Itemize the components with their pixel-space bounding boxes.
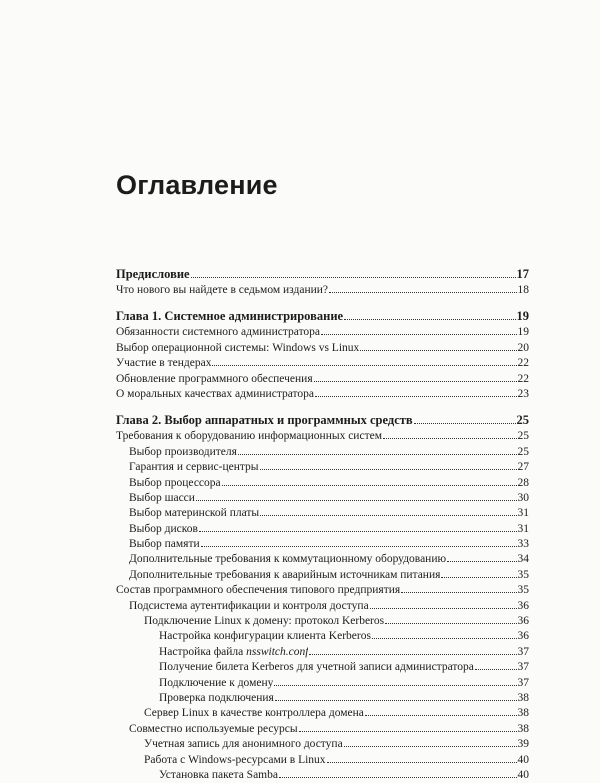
dot-leader <box>344 745 517 747</box>
dot-leader <box>329 291 516 293</box>
dot-leader <box>365 714 517 716</box>
toc-entry-page: 35 <box>517 584 529 597</box>
toc-entry <box>116 372 529 387</box>
toc-entry-title: Выбор процессора <box>129 476 221 489</box>
toc-entry-page: 38 <box>517 707 529 720</box>
dot-leader <box>260 468 517 470</box>
toc-entry <box>116 706 529 721</box>
toc-entry <box>116 753 529 768</box>
toc-entry-title: Глава 1. Системное администрирование <box>116 309 344 324</box>
toc-entry-page: 25 <box>516 413 529 428</box>
toc-entry-page: 31 <box>517 522 529 535</box>
toc-entry-page: 38 <box>517 722 529 735</box>
toc-entry-title: Обновление программного обеспечения <box>116 372 313 385</box>
dot-leader <box>321 333 516 335</box>
dot-leader <box>274 684 516 686</box>
toc-entry-page: 36 <box>517 630 529 643</box>
dot-leader <box>360 349 516 351</box>
toc-entry-title: Участие в тендерах <box>116 357 212 370</box>
toc-entry-page: 37 <box>517 676 529 689</box>
dot-leader <box>238 453 517 455</box>
dot-leader <box>299 730 517 732</box>
toc-entry <box>116 691 529 706</box>
dot-leader <box>275 699 517 701</box>
page-title: Оглавление <box>116 170 278 200</box>
toc-entry-page: 30 <box>517 491 529 504</box>
toc-entry-title: Выбор шасси <box>129 491 195 504</box>
toc-entry-title: Обязанности системного администратора <box>116 326 321 339</box>
toc-entry <box>116 645 529 660</box>
toc-entry-title: Совместно используемые ресурсы <box>129 722 298 735</box>
toc-entry-page: 38 <box>517 691 529 704</box>
toc-entry-page: 27 <box>517 461 529 474</box>
dot-leader <box>327 761 517 763</box>
dot-leader <box>344 318 515 320</box>
dot-leader <box>372 637 517 639</box>
dot-leader <box>222 484 517 486</box>
toc-chapter <box>116 412 529 429</box>
toc-entry-page: 37 <box>517 645 529 658</box>
toc-entry-title: Требования к оборудованию информационных систем <box>116 430 382 443</box>
dot-leader <box>315 395 516 397</box>
dot-leader <box>260 514 516 516</box>
toc-entry-title: Глава 2. Выбор аппаратных и программных средств <box>116 413 413 428</box>
toc-entry-page: 19 <box>516 309 529 324</box>
toc-entry <box>116 537 529 552</box>
toc-entry-page: 18 <box>517 284 529 296</box>
toc-entry <box>116 568 529 583</box>
dot-leader <box>212 364 516 366</box>
toc-entry-title: Настройка файла nsswitch.conf <box>159 645 309 658</box>
toc-entry-title: Настройка конфигурации клиента Kerberos <box>159 630 371 643</box>
toc-entry <box>116 460 529 475</box>
dot-leader <box>383 437 517 439</box>
toc-entry <box>116 491 529 506</box>
toc-entry-page: 40 <box>517 768 529 781</box>
dot-leader <box>447 560 516 562</box>
toc-entry-page: 22 <box>517 372 529 385</box>
toc-entry-title: Получение билета Kerberos для учетной записи администратора <box>159 661 474 674</box>
dot-leader <box>441 576 516 578</box>
toc-entry-title: Подключение Linux к домену: протокол Kerberos <box>144 615 385 628</box>
toc-entry-page: 28 <box>517 476 529 489</box>
dot-leader <box>314 380 517 382</box>
toc-entry-page: 20 <box>517 341 529 354</box>
toc-entry-title: Подсистема аутентификации и контроля доступа <box>129 599 369 612</box>
toc-entry <box>116 522 529 537</box>
toc-entry <box>116 737 529 752</box>
toc-entry <box>116 476 529 491</box>
toc-entry <box>116 722 529 737</box>
toc-entry-page: 33 <box>517 538 529 551</box>
toc-entry <box>116 445 529 460</box>
toc-entry-page: 31 <box>517 507 529 520</box>
toc-entry-title: О моральных качествах администратора <box>116 387 315 400</box>
toc-chapter <box>116 266 529 283</box>
toc-entry-title: Проверка подключения <box>159 691 274 704</box>
toc-entry-title: Состав программного обеспечения типового предприятия <box>116 584 401 597</box>
toc-entry-title: Что нового вы найдете в седьмом издании? <box>116 284 329 296</box>
toc-entry-title: Выбор памяти <box>129 538 200 551</box>
toc-entry <box>116 506 529 521</box>
toc-entry-title: Подключение к домену <box>159 676 274 689</box>
toc-entry <box>116 599 529 614</box>
dot-leader <box>370 607 517 609</box>
toc-entry-page: 40 <box>517 753 529 766</box>
toc-entry-title: Выбор материнской платы <box>129 507 260 520</box>
toc-entry <box>116 660 529 675</box>
toc-entry <box>116 583 529 598</box>
toc-entry <box>116 341 529 356</box>
toc-entry-title: Сервер Linux в качестве контроллера домена <box>144 707 364 720</box>
toc-entry <box>116 676 529 691</box>
toc-entry <box>116 768 529 783</box>
toc-entry <box>116 552 529 567</box>
toc-entry <box>116 283 529 298</box>
toc-chapter <box>116 308 529 325</box>
dot-leader <box>401 591 516 593</box>
dot-leader <box>385 622 516 624</box>
toc-entry-page: 37 <box>517 661 529 674</box>
toc-entry-page: 34 <box>517 553 529 566</box>
toc-entry-page: 36 <box>517 615 529 628</box>
toc-entry-title: Учетная запись для анонимного доступа <box>144 738 343 751</box>
toc-entry-page: 23 <box>517 387 529 400</box>
toc-entry-title: Выбор операционной системы: Windows vs Linux <box>116 341 360 354</box>
dot-leader <box>309 653 516 655</box>
toc-entry-title: Предисловие <box>116 267 190 281</box>
toc-entry-page: 39 <box>517 738 529 751</box>
toc-entry <box>116 325 529 340</box>
table-of-contents <box>116 266 529 783</box>
dot-leader <box>191 276 516 278</box>
toc-entry-title: Выбор производителя <box>129 445 237 458</box>
toc-entry <box>116 614 529 629</box>
toc-entry-page: 25 <box>517 430 529 443</box>
toc-entry-title: Дополнительные требования к аварийным источникам питания <box>129 568 441 581</box>
toc-entry <box>116 356 529 371</box>
toc-entry-page: 25 <box>517 445 529 458</box>
dot-leader <box>199 530 517 532</box>
dot-leader <box>201 545 517 547</box>
toc-entry-page: 17 <box>516 267 529 281</box>
toc-entry-title: Дополнительные требования к коммутационному оборудованию <box>129 553 447 566</box>
toc-entry <box>116 429 529 444</box>
toc-entry-page: 35 <box>517 568 529 581</box>
dot-leader <box>279 776 517 778</box>
dot-leader <box>475 668 517 670</box>
toc-entry-title: Гарантия и сервис-центры <box>129 461 259 474</box>
dot-leader <box>196 499 517 501</box>
toc-entry-title: Работа с Windows-ресурсами в Linux <box>144 753 326 766</box>
dot-leader <box>414 422 516 424</box>
toc-entry-title: Установка пакета Samba <box>159 768 278 781</box>
toc-entry-page: 19 <box>517 326 529 339</box>
toc-entry <box>116 387 529 402</box>
toc-entry-page: 22 <box>517 357 529 370</box>
toc-entry-page: 36 <box>517 599 529 612</box>
toc-entry-title: Выбор дисков <box>129 522 198 535</box>
toc-entry <box>116 629 529 644</box>
